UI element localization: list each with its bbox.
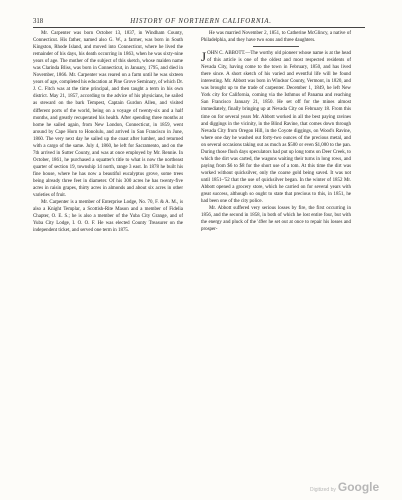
- abbott-biography-paragraph-2: Mr. Abbott suffered very serious losses by fire, the first occurring in 1856, and the second in 1858, in both of which he lost entire four, but with the energy and pluck of the '49er he set out at once to repair his losses and prosper-: [201, 206, 351, 233]
- digitized-watermark: [310, 478, 379, 496]
- abbott-biography-text: OHN C. ABBOTT.—The worthy old pioneer whose name is at the head of this article is one of the oldest and most respected residents of Nevada City, having come to the town in February, 1850, and has lived there since. A short sketch of his varied and eventful life will be found interesting. Mr. Abbott was born in Windsor County, Vermont, in 1820, and was brought up to the trade of carpenter. December 1, 1849, he left New York city for California, coming via the Isthmus of Panama and reaching San Francisco January 21, 1850. He set off for the mines almost immediately, finally bringing up at Nevada City on February 18. From this time on for several years Mr. Abbott worked in all the best paying ravines and diggings in the vicinity, in the Blind Ravine, that comes down through Nevada City from Oregon Hill, in the Coyote diggings, on Wood's Ravine, where one day he washed out forty-two ounces of the precious metal, and on several occasions taking out as much as $500 or even $1,000 to the pan. During those flush days speculators had put up long toms on Deer Creek, to which the dirt was carted, the wagons waiting their turns in long rows, and paying from $6 to $8 for the short use of a tom. At this time the dirt was worked without quicksilver, only the coarse gold being saved. It was not until 1851–'52 that the use of quicksilver began. In the winter of 1852 Mr. Abbott opened a grocery store, which he carried on for several years with great success, although so ought to state that precious to this, in 1851, he had been one of the city police.: [201, 51, 351, 205]
- header-rule: [33, 27, 365, 28]
- abbott-biography-paragraph-1: [201, 50, 351, 205]
- drop-cap: J: [201, 49, 207, 65]
- section-separator: [253, 46, 299, 47]
- left-paragraph-2: Mr. Carpenter is a member of Enterprise Lodge, No. 70, F. & A. M., is also a Knight Templar, a Scottish-Rite Mason and a member of Fidelia Chapter, O. E. S.; he is also a member of the Yuba City Grange, and of Yuba City Lodge, I. O. O. F. He was elected County Treasurer on the independent ticket, and served one term in 1875.: [33, 200, 183, 234]
- watermark-prefix: Digitized by: [310, 487, 336, 493]
- left-paragraph-1: Mr. Carpenter was born October 13, 1837, in Windham County, Connecticut. His father, named also G. W., a farmer, was born in South Kingston, Rhode Island, and moved into Connecticut, where he lived the remainder of his days, his death occurring in 1863, when he was sixty-nine years of age. The mother of the subject of this sketch, whose maiden name was Clarinda Bliss, was born in Connecticut, in January, 1795, and died in November, 1866. Mr. Carpenter was reared on a farm until he was sixteen years of age, completed his education at Pine Grove Seminary, of which Dr. J. C. Fitch was at the time principal, and then taught a term in his own district. May 21, 1857, according to the advice of his physicians, he sailed as steward on the bark Tempest, Captain Gurdon Allen, and visited different ports of the world, being on a voyage of twenty-six and a half months, and greatly recuperated his health. After spending three months at home he sailed again, from New London, Connecticut, in 1859, went around by Cape Horn to Honolulu, and arrived in San Francisco in June, 1860. The very next day he sailed up the coast after lumber, and returned with a cargo of the same. July 4, 1860, he left for Sacramento, and on the 7th arrived in Sutter County, and was at once employed by Mr. Rennie. In October, 1861, he purchased a squatter's title to what is now the northeast quarter of section 19, township 14 north, range 3 east. In 1878 he built his fine house, where he has now a beautiful eucalyptus grove, some trees being already three feet in diameter. Of his 300 acres he has twenty-five acres in raisin grapes, thirty acres in almonds and about six acres in other varieties of fruit.: [33, 31, 183, 199]
- watermark-brand: Google: [337, 480, 380, 494]
- running-title: HISTORY OF NORTHERN CALIFORNIA.: [130, 18, 272, 25]
- right-column: [201, 30, 351, 233]
- right-intro-paragraph: He was married November 2, 1851, to Catherine McGlincy, a native of Philadelphia, and they have two sons and three daughters.: [201, 31, 351, 44]
- left-column: [33, 30, 183, 234]
- page-number: 318: [33, 18, 44, 25]
